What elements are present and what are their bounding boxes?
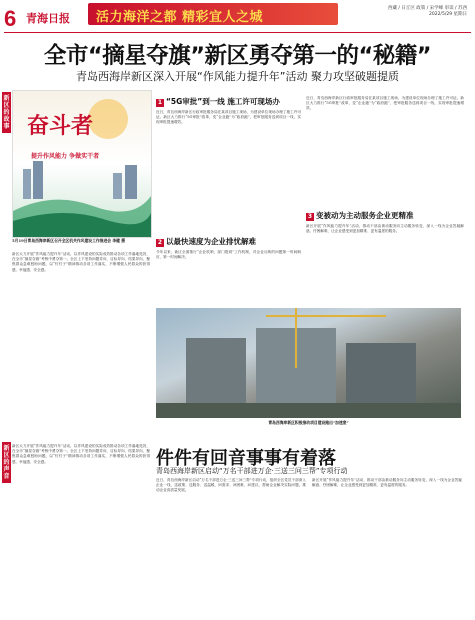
section-tag-story: 新区的故事 xyxy=(2,92,11,133)
section-2-heading-text: 以最快速度为企业排忧解难 xyxy=(166,237,256,246)
left-column-text: 新区大力开展“作风能力提升年”活动，以作风建设的实际成效推动各项工作落地见效，在全市“摘星夺旗”考核中勇夺第一。全区上下坚持问题导向、目标导向、结果导向，聚焦群众急难愁盼问题，以“钉钉子”精神推动各项工作落实，不断增强人民群众的获得感、幸福感、安全感。 xyxy=(12,252,150,272)
section-3-body: 新区开展“作风能力提升年”活动，推动干部由被动服务向主动服务转变，深入一线为企业答疑解惑、纾困解难，让企业感受到更加精准、更有温度的服务。 xyxy=(306,224,464,234)
page-number: 6 xyxy=(4,6,17,31)
poster-caption-text: 5月19日青岛西海岸新区召开全区机关作风建设工作推进会 xyxy=(12,238,112,243)
section-3-number-icon: 3 xyxy=(307,213,313,220)
bottom-mid-body xyxy=(156,478,306,614)
bottom-left-body xyxy=(12,444,150,614)
main-subheadline: 青岛西海岸新区深入开展“作风能力提升年”活动 聚力攻坚破题提质 xyxy=(76,70,399,83)
section-3-heading-text: 变被动为主动服务企业更精准 xyxy=(316,211,414,220)
bottom-subheadline: 青岛西海岸新区启动“万名干部进万企·三送三问三帮”专项行动 xyxy=(156,467,348,475)
poster-slogan-main: 奋斗者 xyxy=(27,114,94,139)
section-1-heading xyxy=(156,96,301,107)
poster-slogan-sub: 提升作风能力 争做实干者 xyxy=(31,153,100,160)
poster-caption xyxy=(12,238,150,244)
bottom-mid-text: 近日，青岛西海岸新区启动“万名干部进万企·三送三问三帮”专项行动，组织全区党员干部深入企业一线，送政策、送服务、送温暖，问需求、问困难、问建议，帮助企业解决实际问题，推动企业高质量发展。 xyxy=(156,478,306,493)
section-2-number-icon: 2 xyxy=(157,239,163,246)
header-rule xyxy=(4,32,471,33)
edition-meta xyxy=(388,6,467,18)
section-2-body: 今年以来，新区全面推行“企业吹哨、部门报到”工作机制，对企业反映的问题第一时间响应、第一时间解决。 xyxy=(156,250,301,260)
right-column-lead-text: 近日，青岛西海岸新区行政审批服务局在某项目施工现场，为建设单位现场办理了施工许可证。新区大力推行“5G审批”改革，变“企业跑”为“政府跑”，把审批服务送到项目一线，实现审批提速增效。 xyxy=(306,96,464,111)
slogan-banner-text: 活力海洋之都 精彩宜人之城 xyxy=(96,10,264,25)
section-3 xyxy=(306,210,464,310)
bottom-right-text: 新区开展“作风能力提升年”活动，推动干部由被动服务向主动服务转变，深入一线为企业答疑解惑、纾困解难，让企业感受到更加精准、更有温度的服务。 xyxy=(312,478,462,488)
bottom-left-text: 新区大力开展“作风能力提升年”活动，以作风建设的实际成效推动各项工作落地见效，在全市“摘星夺旗”考核中勇夺第一。全区上下坚持问题导向、目标导向、结果导向，聚焦群众急难愁盼问题，以“钉钉子”精神推动各项工作落实，不断增强人民群众的获得感、幸福感、安全感。 xyxy=(12,444,150,464)
section-2 xyxy=(156,236,301,310)
editor-line: 西藏 / 日丘区 政策 / 宋学峰 审读 / 苏西 xyxy=(388,6,467,11)
right-column-lead xyxy=(306,96,464,206)
date-line: 2022/5/29 星期日 xyxy=(428,12,467,17)
paper-logo: 青海日报 xyxy=(26,12,70,25)
masthead xyxy=(0,0,475,36)
section-1 xyxy=(156,96,301,238)
construction-caption: 青岛西海岸新区积极推动项目建设跑出“加速度” xyxy=(268,420,349,425)
section-2-heading xyxy=(156,236,301,247)
section-3-heading xyxy=(306,210,464,221)
main-headline: 全市“摘星夺旗”新区勇夺第一的“秘籍” xyxy=(43,43,432,69)
section-tag-voice: 新区的声音 xyxy=(2,442,11,483)
construction-photo xyxy=(156,308,461,418)
section-1-body: 近日，青岛西海岸新区行政审批服务局在某项目施工现场，为建设单位现场办理了施工许可证。新区大力推行“5G审批”改革，变“企业跑”为“政府跑”，把审批服务送到项目一线，实现审批提速增效。 xyxy=(156,110,301,125)
poster-image xyxy=(12,90,152,238)
poster-credit: 李健 摄 xyxy=(112,238,126,243)
left-column-body xyxy=(12,252,150,440)
section-1-number-icon: 1 xyxy=(157,99,163,106)
bottom-right-body xyxy=(312,478,462,614)
construction-graphic xyxy=(156,308,461,418)
section-1-heading-text: “5G审批”到一线 施工许可现场办 xyxy=(166,97,280,106)
bottom-headline: 件件有回音事事有着落 xyxy=(156,448,336,469)
